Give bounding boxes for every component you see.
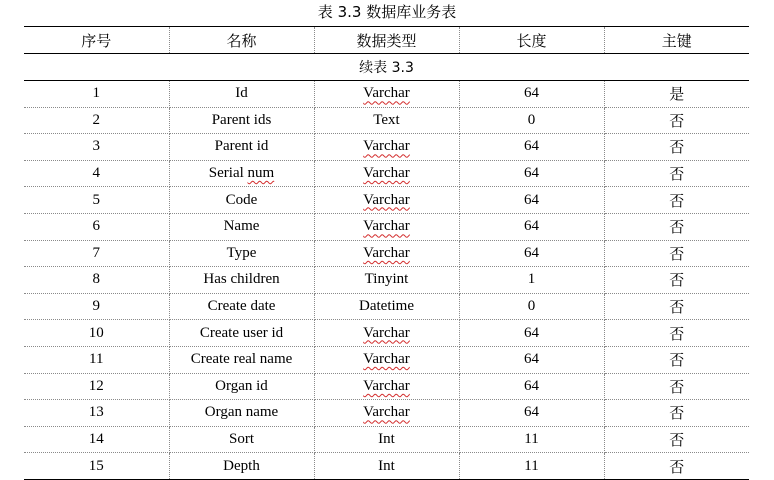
cell-name	[169, 426, 314, 453]
cell-type	[314, 400, 459, 427]
cell-length-text: 64	[524, 85, 539, 102]
cell-name-text: Organ name	[204, 404, 279, 421]
cell-type-text: Int	[378, 457, 395, 474]
cell-no-text: 12	[88, 377, 104, 394]
cell-type	[314, 107, 459, 134]
table-row	[24, 107, 749, 134]
cell-primary-key	[604, 453, 749, 480]
cell-no	[24, 160, 169, 187]
cell-type-text: Text	[373, 111, 400, 128]
cell-primary-key-text: 否	[669, 324, 685, 343]
cell-primary-key	[604, 160, 749, 187]
cell-primary-key	[604, 81, 749, 108]
cell-no	[24, 81, 169, 108]
cell-primary-key-text: 否	[669, 457, 685, 476]
cell-type-text: Varchar	[363, 244, 410, 261]
table-row	[24, 213, 749, 240]
cell-name	[169, 107, 314, 134]
cell-length	[459, 107, 604, 134]
cell-length	[459, 293, 604, 320]
cell-no-text: 7	[92, 244, 100, 261]
cell-type-text: Varchar	[363, 351, 410, 368]
table-row	[24, 373, 749, 400]
cell-length-text: 0	[527, 298, 536, 315]
cell-name	[169, 267, 314, 294]
cell-length-text: 64	[524, 218, 539, 235]
header-length: 长度	[459, 27, 604, 54]
cell-length	[459, 426, 604, 453]
cell-primary-key-text: 否	[669, 351, 685, 370]
cell-name	[169, 81, 314, 108]
continued-row	[24, 54, 749, 81]
cell-type	[314, 81, 459, 108]
cell-primary-key-text: 否	[669, 271, 685, 290]
cell-length-text: 1	[527, 271, 536, 288]
cell-name	[169, 320, 314, 347]
cell-primary-key-text: 否	[669, 431, 685, 450]
cell-no-text: 3	[92, 138, 100, 155]
cell-type-text: Varchar	[363, 85, 410, 102]
cell-type-text: Varchar	[363, 404, 410, 421]
cell-length-text: 64	[524, 351, 539, 368]
cell-type-text: Int	[378, 431, 395, 448]
cell-no-text: 10	[88, 324, 104, 341]
cell-no-text: 15	[88, 457, 104, 474]
cell-type-text: Tinyint	[364, 271, 409, 288]
cell-type-text: Datetime	[359, 298, 414, 315]
cell-primary-key-text: 否	[669, 377, 685, 396]
cell-name-text: Has children	[203, 271, 280, 288]
cell-length	[459, 373, 604, 400]
cell-primary-key-text: 否	[669, 138, 685, 157]
continued-label: 续表 3.3	[24, 54, 749, 81]
cell-no-text: 8	[92, 271, 100, 288]
cell-length-text: 64	[524, 138, 539, 155]
table-row	[24, 293, 749, 320]
cell-length-text: 11	[524, 457, 539, 474]
cell-name-text: Type	[226, 244, 257, 261]
cell-primary-key	[604, 320, 749, 347]
cell-name-text: Organ id	[215, 377, 268, 394]
cell-primary-key-text: 否	[669, 165, 685, 184]
cell-no	[24, 267, 169, 294]
table-row	[24, 160, 749, 187]
cell-name-text: Create real name	[190, 351, 293, 368]
cell-name	[169, 373, 314, 400]
cell-name-text: Parent ids	[211, 111, 272, 128]
cell-type-text: Varchar	[363, 324, 410, 341]
cell-no	[24, 346, 169, 373]
cell-no	[24, 213, 169, 240]
cell-no-text: 6	[92, 218, 100, 235]
cell-name-part-flagged: num	[247, 165, 275, 182]
cell-name-text: Create user id	[199, 324, 284, 341]
cell-length	[459, 213, 604, 240]
cell-name	[169, 240, 314, 267]
header-no: 序号	[24, 27, 169, 54]
cell-no-text: 13	[88, 404, 104, 421]
cell-length-text: 64	[524, 191, 539, 208]
cell-name-text: Code	[225, 191, 258, 208]
cell-no	[24, 373, 169, 400]
cell-name	[169, 346, 314, 373]
cell-length	[459, 160, 604, 187]
cell-name-text: Parent id	[214, 138, 269, 155]
cell-length-text: 64	[524, 377, 539, 394]
cell-name-text: Id	[235, 85, 248, 102]
cell-type-text: Varchar	[363, 138, 410, 155]
cell-primary-key	[604, 373, 749, 400]
cell-type	[314, 267, 459, 294]
table-row	[24, 267, 749, 294]
cell-type-text: Varchar	[363, 218, 410, 235]
cell-no-text: 2	[92, 111, 100, 128]
cell-primary-key	[604, 426, 749, 453]
cell-type	[314, 426, 459, 453]
database-business-table	[24, 26, 749, 480]
cell-no-text: 14	[88, 431, 104, 448]
cell-name	[169, 453, 314, 480]
cell-no	[24, 400, 169, 427]
cell-type	[314, 320, 459, 347]
cell-no-text: 5	[92, 191, 100, 208]
cell-primary-key	[604, 346, 749, 373]
header-primary-key: 主键	[604, 27, 749, 54]
cell-primary-key-text: 是	[669, 85, 685, 104]
cell-type	[314, 187, 459, 214]
header-type: 数据类型	[314, 27, 459, 54]
cell-type	[314, 453, 459, 480]
table-caption: 表 3.3 数据库业务表	[317, 3, 457, 21]
cell-type-text: Varchar	[363, 377, 410, 394]
cell-length-text: 64	[524, 244, 539, 261]
cell-primary-key-text: 否	[669, 191, 685, 210]
table-row	[24, 400, 749, 427]
cell-length	[459, 320, 604, 347]
cell-name-text: Sort	[228, 431, 254, 448]
cell-primary-key-text: 否	[669, 298, 685, 317]
cell-type-text: Varchar	[363, 165, 410, 182]
cell-name-text: Create date	[207, 298, 276, 315]
cell-length-text: 11	[524, 431, 539, 448]
cell-name-text: Depth	[223, 457, 260, 474]
cell-name-part: Serial	[208, 165, 248, 182]
cell-no-text: 11	[89, 351, 104, 368]
cell-name	[169, 134, 314, 161]
cell-length	[459, 453, 604, 480]
cell-name	[169, 400, 314, 427]
cell-primary-key-text: 否	[669, 404, 685, 423]
cell-primary-key	[604, 400, 749, 427]
cell-no	[24, 187, 169, 214]
cell-no	[24, 107, 169, 134]
cell-length	[459, 187, 604, 214]
table-row	[24, 320, 749, 347]
cell-primary-key	[604, 134, 749, 161]
cell-no	[24, 426, 169, 453]
cell-length	[459, 267, 604, 294]
cell-length-text: 64	[524, 165, 539, 182]
cell-name-text	[209, 165, 274, 181]
cell-type	[314, 373, 459, 400]
cell-length	[459, 81, 604, 108]
cell-type	[314, 293, 459, 320]
table-row	[24, 240, 749, 267]
cell-length	[459, 346, 604, 373]
table-row	[24, 134, 749, 161]
cell-no-text: 1	[92, 85, 100, 102]
cell-type	[314, 240, 459, 267]
table-row	[24, 346, 749, 373]
cell-name-text: Name	[223, 218, 260, 235]
cell-type	[314, 134, 459, 161]
cell-primary-key	[604, 107, 749, 134]
cell-primary-key	[604, 240, 749, 267]
cell-primary-key	[604, 293, 749, 320]
cell-type	[314, 160, 459, 187]
table-header-row	[24, 27, 749, 54]
cell-name	[169, 187, 314, 214]
table-row	[24, 453, 749, 480]
cell-no	[24, 134, 169, 161]
cell-no	[24, 293, 169, 320]
cell-primary-key	[604, 267, 749, 294]
table-row	[24, 81, 749, 108]
cell-primary-key-text: 否	[669, 244, 685, 263]
header-name: 名称	[169, 27, 314, 54]
cell-name	[169, 160, 314, 187]
cell-type	[314, 346, 459, 373]
cell-length-text: 64	[524, 324, 539, 341]
cell-primary-key-text: 否	[669, 218, 685, 237]
cell-length	[459, 240, 604, 267]
cell-length-text: 0	[527, 111, 536, 128]
cell-name	[169, 293, 314, 320]
cell-no-text: 9	[92, 298, 100, 315]
table-row	[24, 426, 749, 453]
cell-name	[169, 213, 314, 240]
table-row	[24, 187, 749, 214]
cell-no-text: 4	[92, 165, 100, 182]
cell-type	[314, 213, 459, 240]
cell-length-text: 64	[524, 404, 539, 421]
cell-no	[24, 240, 169, 267]
cell-primary-key-text: 否	[669, 111, 685, 130]
cell-no	[24, 320, 169, 347]
cell-length	[459, 134, 604, 161]
cell-type-text: Varchar	[363, 191, 410, 208]
cell-primary-key	[604, 187, 749, 214]
cell-primary-key	[604, 213, 749, 240]
cell-no	[24, 453, 169, 480]
cell-length	[459, 400, 604, 427]
